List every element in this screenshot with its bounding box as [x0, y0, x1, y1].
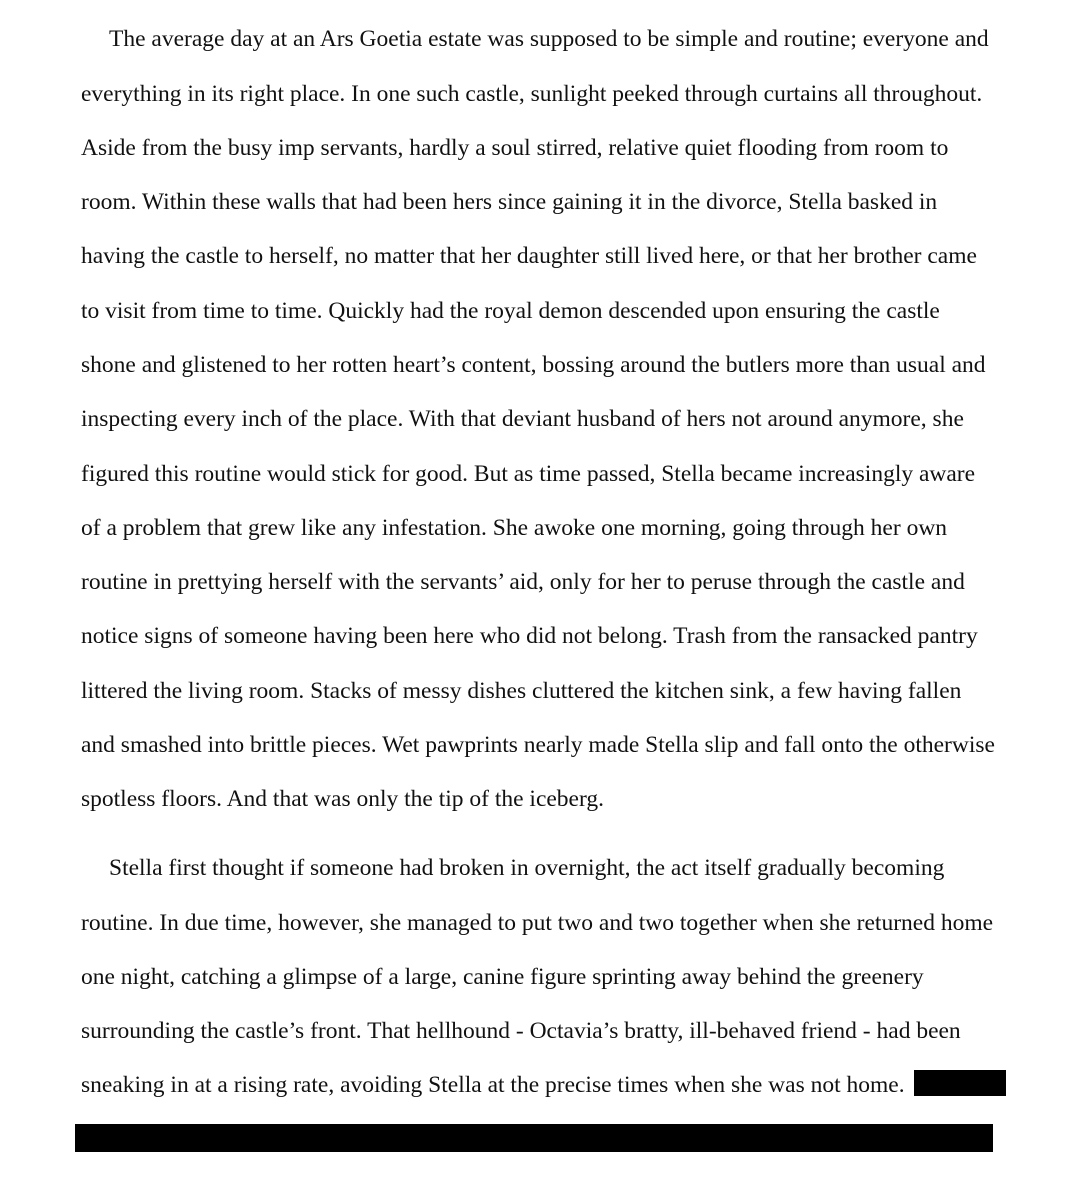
paragraph-2-line-1: Stella first thought if someone had broken in overnight, the act itself gradually becoming — [109, 855, 945, 881]
paragraph-1-line-14: and smashed into brittle pieces. Wet pawprints nearly made Stella slip and fall onto the otherwise — [81, 732, 995, 758]
paragraph-1-line-7: shone and glistened to her rotten heart’s content, bossing around the butlers more than usual and — [81, 352, 986, 378]
paragraph-2-line-5: sneaking in at a rising rate, avoiding Stella at the precise times when she was not home. — [81, 1072, 905, 1098]
redaction-bar-full-line — [75, 1124, 993, 1152]
paragraph-1-line-1: The average day at an Ars Goetia estate was supposed to be simple and routine; everyone and — [109, 26, 989, 52]
paragraph-1-line-4: room. Within these walls that had been hers since gaining it in the divorce, Stella basked in — [81, 189, 938, 215]
paragraph-1-line-11: routine in prettying herself with the servants’ aid, only for her to peruse through the castle and — [81, 569, 965, 595]
paragraph-1-line-3: Aside from the busy imp servants, hardly a soul stirred, relative quiet flooding from room to — [81, 135, 949, 161]
paragraph-1-line-10: of a problem that grew like any infestation. She awoke one morning, going through her own — [81, 515, 948, 541]
paragraph-1-line-5: having the castle to herself, no matter that her daughter still lived here, or that her brother came — [81, 243, 977, 269]
paragraph-1-line-2: everything in its right place. In one such castle, sunlight peeked through curtains all throughout. — [81, 81, 983, 107]
paragraph-1-line-9: figured this routine would stick for good. But as time passed, Stella became increasingly aware — [81, 461, 976, 487]
paragraph-1-line-15: spotless floors. And that was only the tip of the iceberg. — [81, 786, 605, 812]
redaction-bar-inline — [914, 1070, 1006, 1096]
paragraph-2-line-3: one night, catching a glimpse of a large, canine figure sprinting away behind the greenery — [81, 964, 924, 990]
paragraph-1-line-8: inspecting every inch of the place. With that deviant husband of hers not around anymore, she — [81, 406, 964, 432]
paragraph-1-line-13: littered the living room. Stacks of messy dishes cluttered the kitchen sink, a few having fallen — [81, 678, 962, 704]
paragraph-2-line-4: surrounding the castle’s front. That hellhound - Octavia’s bratty, ill-behaved friend - had been — [81, 1018, 961, 1044]
paragraph-1-line-12: notice signs of someone having been here who did not belong. Trash from the ransacked pantry — [81, 623, 978, 649]
paragraph-2-line-2: routine. In due time, however, she managed to put two and two together when she returned home — [81, 910, 994, 936]
paragraph-1-line-6: to visit from time to time. Quickly had the royal demon descended upon ensuring the castle — [81, 298, 940, 324]
